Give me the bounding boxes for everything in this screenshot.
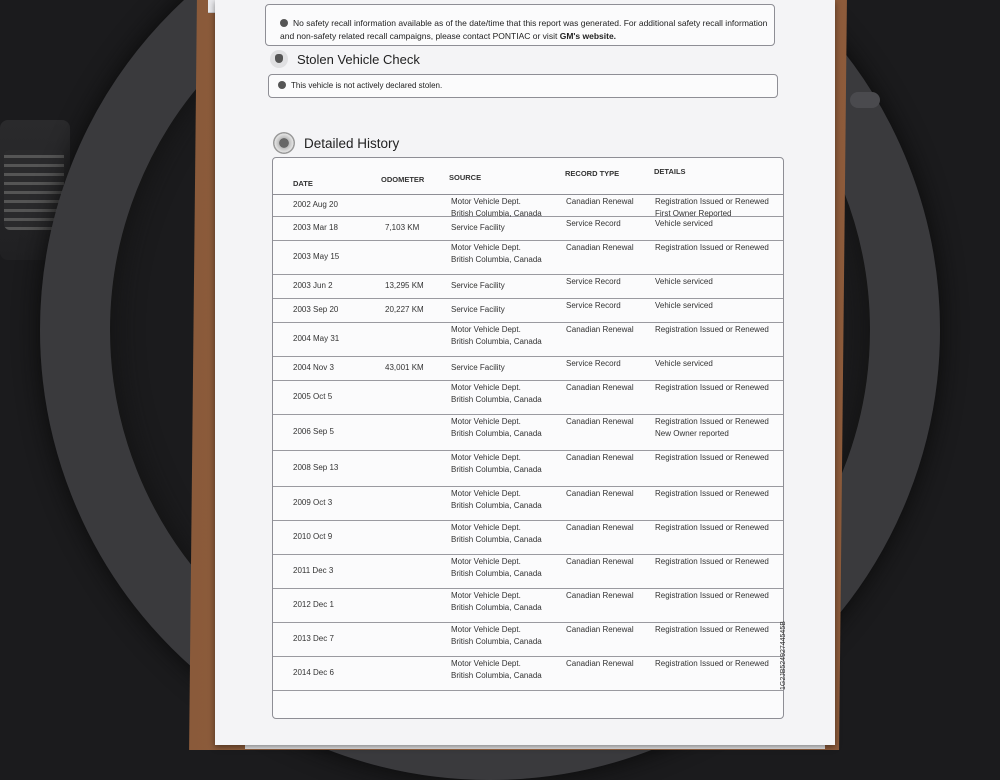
row-record-type: Canadian Renewal bbox=[566, 557, 634, 566]
stolen-vehicle-title: Stolen Vehicle Check bbox=[297, 51, 420, 67]
table-row bbox=[273, 322, 783, 357]
history-table bbox=[272, 157, 784, 719]
table-row bbox=[273, 450, 783, 487]
row-details: Registration Issued or Renewed bbox=[655, 243, 769, 252]
row-source-location: British Columbia, Canada bbox=[451, 209, 542, 218]
row-date: 2003 Jun 2 bbox=[293, 281, 333, 290]
row-date: 2011 Dec 3 bbox=[293, 566, 334, 575]
row-odometer: 13,295 KM bbox=[385, 281, 424, 290]
row-source-location: British Columbia, Canada bbox=[451, 255, 542, 264]
row-date: 2004 Nov 3 bbox=[293, 363, 334, 372]
table-row bbox=[273, 380, 783, 415]
table-row bbox=[273, 656, 783, 691]
table-row bbox=[273, 274, 783, 299]
row-odometer: 7,103 KM bbox=[385, 223, 420, 232]
row-details: Registration Issued or Renewed bbox=[655, 325, 769, 334]
table-row bbox=[273, 486, 783, 521]
row-record-type: Canadian Renewal bbox=[566, 523, 634, 532]
row-source-location: British Columbia, Canada bbox=[451, 429, 542, 438]
dashboard-button bbox=[850, 92, 880, 108]
row-details: Registration Issued or Renewed bbox=[655, 197, 769, 206]
row-details-extra: First Owner Reported bbox=[655, 209, 732, 218]
row-record-type: Canadian Renewal bbox=[566, 325, 634, 334]
row-date: 2008 Sep 13 bbox=[293, 463, 339, 472]
row-date: 2013 Dec 7 bbox=[293, 634, 334, 643]
row-source: Motor Vehicle Dept. bbox=[451, 557, 521, 566]
row-source: Service Facility bbox=[451, 223, 505, 232]
col-date: DATE bbox=[293, 179, 313, 188]
stolen-status-box bbox=[268, 74, 778, 98]
row-source: Motor Vehicle Dept. bbox=[451, 659, 521, 668]
check-bullet-icon bbox=[278, 81, 286, 89]
row-source-location: British Columbia, Canada bbox=[451, 603, 542, 612]
row-details-extra: New Owner reported bbox=[655, 429, 729, 438]
row-source-location: British Columbia, Canada bbox=[451, 395, 542, 404]
row-date: 2010 Oct 9 bbox=[293, 532, 333, 541]
col-details: DETAILS bbox=[654, 167, 686, 176]
row-details: Registration Issued or Renewed bbox=[655, 417, 769, 426]
row-details: Registration Issued or Renewed bbox=[655, 523, 769, 532]
row-record-type: Service Record bbox=[566, 277, 621, 286]
row-details: Registration Issued or Renewed bbox=[655, 625, 769, 634]
recall-notice bbox=[280, 17, 770, 43]
table-row bbox=[273, 622, 783, 657]
row-date: 2003 Mar 18 bbox=[293, 223, 338, 232]
row-record-type: Canadian Renewal bbox=[566, 197, 634, 206]
row-source: Motor Vehicle Dept. bbox=[451, 625, 521, 634]
row-record-type: Canadian Renewal bbox=[566, 417, 634, 426]
row-record-type: Canadian Renewal bbox=[566, 591, 634, 600]
row-source: Motor Vehicle Dept. bbox=[451, 489, 521, 498]
stolen-status bbox=[278, 81, 442, 90]
row-source-location: British Columbia, Canada bbox=[451, 501, 542, 510]
row-details: Registration Issued or Renewed bbox=[655, 383, 769, 392]
history-table-header bbox=[273, 158, 783, 195]
col-source: SOURCE bbox=[449, 173, 482, 182]
gm-website-link[interactable]: GM's website. bbox=[559, 31, 617, 41]
row-source: Motor Vehicle Dept. bbox=[451, 325, 521, 334]
row-record-type: Canadian Renewal bbox=[566, 243, 634, 252]
row-odometer: 20,227 KM bbox=[385, 305, 424, 314]
table-row bbox=[273, 216, 783, 241]
row-source-location: British Columbia, Canada bbox=[451, 671, 542, 680]
row-record-type: Canadian Renewal bbox=[566, 625, 634, 634]
table-row bbox=[273, 554, 783, 589]
row-date: 2004 May 31 bbox=[293, 334, 340, 343]
row-record-type: Service Record bbox=[566, 359, 621, 368]
row-source: Motor Vehicle Dept. bbox=[451, 383, 521, 392]
row-details: Vehicle serviced bbox=[655, 219, 713, 228]
row-record-type: Service Record bbox=[566, 219, 621, 228]
row-source-location: British Columbia, Canada bbox=[451, 535, 542, 544]
info-bullet-icon bbox=[280, 19, 288, 27]
row-date: 2009 Oct 3 bbox=[293, 498, 333, 507]
row-date: 2003 May 15 bbox=[293, 252, 340, 261]
row-source: Service Facility bbox=[451, 305, 505, 314]
col-odometer: ODOMETER bbox=[381, 175, 425, 184]
stolen-vehicle-heading bbox=[270, 50, 420, 68]
row-details: Registration Issued or Renewed bbox=[655, 659, 769, 668]
stolen-status-text: This vehicle is not actively declared stolen. bbox=[291, 81, 443, 90]
row-record-type: Canadian Renewal bbox=[566, 383, 634, 392]
row-details: Vehicle serviced bbox=[655, 359, 713, 368]
row-source-location: British Columbia, Canada bbox=[451, 637, 542, 646]
table-row bbox=[273, 520, 783, 555]
row-record-type: Service Record bbox=[566, 301, 621, 310]
row-date: 2006 Sep 5 bbox=[293, 427, 334, 436]
clock-icon bbox=[273, 132, 295, 154]
row-source: Motor Vehicle Dept. bbox=[451, 591, 521, 600]
detailed-history-title: Detailed History bbox=[304, 135, 400, 151]
detailed-history-heading bbox=[273, 132, 399, 154]
row-details: Registration Issued or Renewed bbox=[655, 453, 769, 462]
row-source-location: British Columbia, Canada bbox=[451, 465, 542, 474]
row-record-type: Canadian Renewal bbox=[566, 489, 634, 498]
row-source: Motor Vehicle Dept. bbox=[451, 417, 521, 426]
row-date: 2002 Aug 20 bbox=[293, 200, 338, 209]
row-record-type: Canadian Renewal bbox=[566, 453, 634, 462]
vin-side-number: 1G2JB52492744545B bbox=[780, 621, 787, 690]
row-details: Registration Issued or Renewed bbox=[655, 489, 769, 498]
col-record-type: RECORD TYPE bbox=[565, 169, 620, 178]
row-source: Service Facility bbox=[451, 281, 505, 290]
row-date: 2012 Dec 1 bbox=[293, 600, 334, 609]
row-source: Motor Vehicle Dept. bbox=[451, 453, 521, 462]
row-date: 2014 Dec 6 bbox=[293, 668, 334, 677]
row-source: Motor Vehicle Dept. bbox=[451, 523, 521, 532]
row-details: Vehicle serviced bbox=[655, 301, 713, 310]
recall-notice-text: No safety recall information available as of the date/time that this report was generated. For additional safety recall information and non-safety related recall campaigns, please contact PONTIAC or visit bbox=[280, 18, 768, 41]
table-row bbox=[273, 356, 783, 381]
table-row bbox=[273, 588, 783, 623]
row-source-location: British Columbia, Canada bbox=[451, 569, 542, 578]
row-date: 2003 Sep 20 bbox=[293, 305, 339, 314]
badge-icon bbox=[270, 50, 288, 68]
row-details: Registration Issued or Renewed bbox=[655, 591, 769, 600]
table-row bbox=[273, 240, 783, 275]
table-row bbox=[273, 414, 783, 451]
report-page bbox=[215, 0, 835, 745]
row-source-location: British Columbia, Canada bbox=[451, 337, 542, 346]
row-source: Service Facility bbox=[451, 363, 505, 372]
row-source: Motor Vehicle Dept. bbox=[451, 243, 521, 252]
recall-notice-box bbox=[265, 4, 775, 46]
table-row bbox=[273, 298, 783, 323]
row-date: 2005 Oct 5 bbox=[293, 392, 333, 401]
row-details: Vehicle serviced bbox=[655, 277, 713, 286]
row-odometer: 43,001 KM bbox=[385, 363, 424, 372]
row-record-type: Canadian Renewal bbox=[566, 659, 634, 668]
table-row bbox=[273, 194, 783, 217]
row-details: Registration Issued or Renewed bbox=[655, 557, 769, 566]
row-source: Motor Vehicle Dept. bbox=[451, 197, 521, 206]
